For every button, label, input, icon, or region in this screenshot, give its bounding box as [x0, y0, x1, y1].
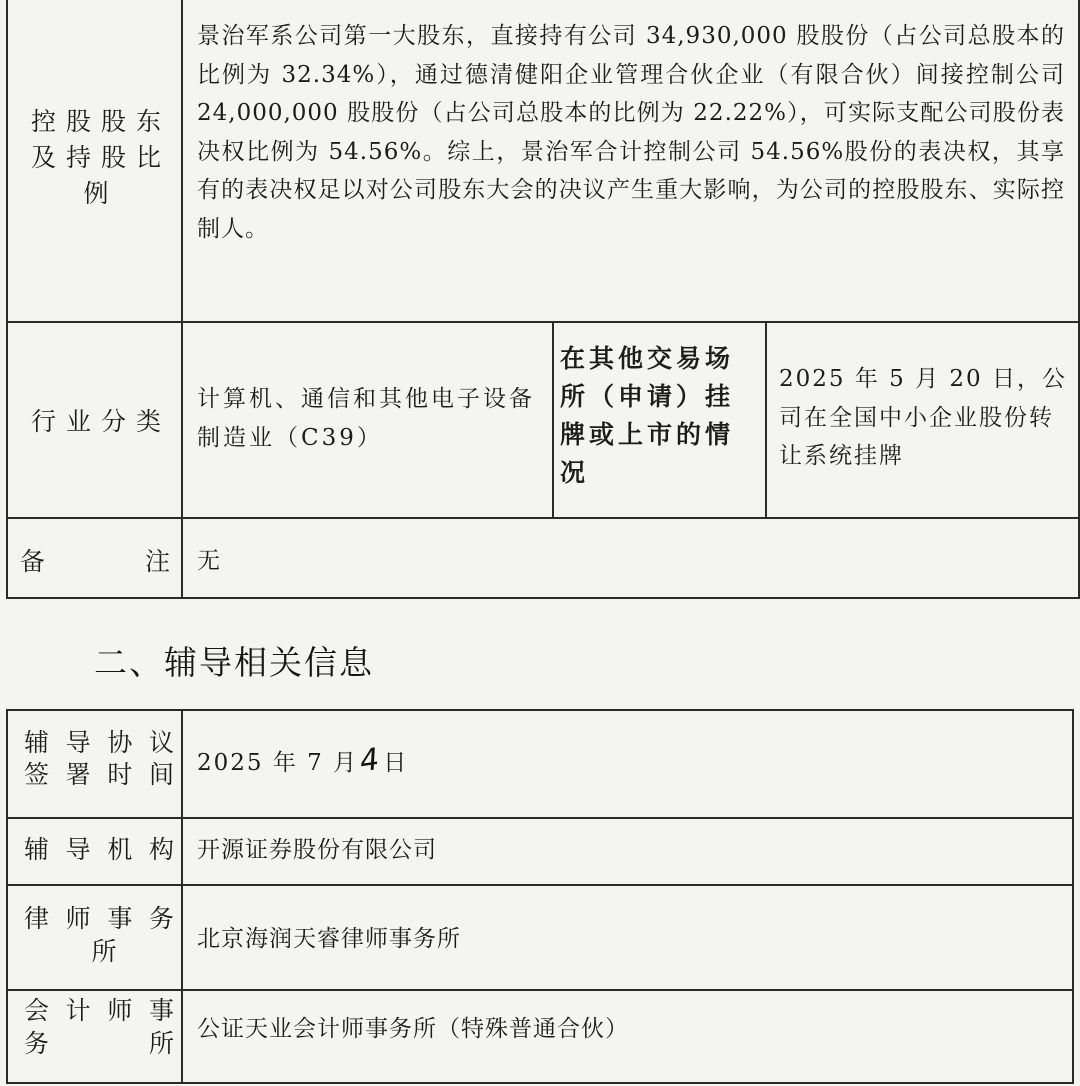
table2-row-divider [6, 884, 1074, 886]
accounting-firm-label-char2: 所 [148, 1029, 174, 1058]
law-firm-label-line2: 所 [91, 937, 117, 966]
table1-row-divider [6, 321, 1080, 323]
law-firm-value: 北京海润天睿律师事务所 [197, 926, 461, 952]
table1-col-divider [765, 321, 767, 519]
remarks-value: 无 [197, 548, 221, 574]
accounting-firm-label-line1: 会计师事 [24, 996, 174, 1025]
table2-row-divider [6, 989, 1074, 991]
table2-row-divider [6, 817, 1074, 819]
accounting-firm-label [16, 994, 178, 1060]
section-title: 二、辅导相关信息 [94, 643, 374, 682]
tutoring-institution-label: 辅导机构 [24, 835, 174, 864]
agreement-date-label-line2: 签署时间 [24, 760, 174, 789]
accounting-firm-label-line2 [24, 1027, 174, 1060]
other-listing-label: 在其他交易场所（申请）挂牌或上市的情况 [560, 344, 735, 487]
industry-value: 计算机、通信和其他电子设备制造业（C39） [197, 386, 535, 451]
table1-col-divider [552, 321, 554, 519]
industry-label: 行业分类 [30, 407, 171, 436]
agreement-date-value [197, 742, 697, 783]
table1-row-divider [6, 517, 1080, 519]
agreement-date-prefix: 2025 年 7 月 [197, 750, 359, 776]
handwritten-day: 4 [357, 741, 384, 780]
other-listing-value: 2025 年 5 月 20 日，公司在全国中小企业股份转让系统挂牌 [779, 366, 1067, 469]
accounting-firm-label-char1: 务 [24, 1029, 50, 1058]
agreement-date-suffix: 日 [383, 750, 409, 776]
table2-col-divider [181, 709, 183, 1084]
table1-col-divider [181, 0, 183, 599]
remarks-label: 备注 [20, 547, 170, 576]
agreement-date-label [16, 727, 178, 791]
controlling-shareholder-value: 景治军系公司第一大股东，直接持有公司 34,930,000 股股份（占公司总股本的比例为 32.34%），通过德清健阳企业管理合伙企业（有限合伙）间接控制公司 24,000,000 股股份（占公司总股本的比例为 22.22%），可实际支配公司股份表决权比例为 54.56%。综上，景治军合计控制公司 54.56%股份的表决权，其享有的表决权足以对公司股东大会的决议产生重大影响，为公司的控股股东、实际控制人。 [197, 23, 1065, 242]
accounting-firm-value: 公证天业会计师事务所（特殊普通合伙） [197, 1016, 629, 1042]
law-firm-label-line1: 律师事务 [24, 904, 174, 933]
controlling-shareholder-label: 控股股东及持股比例 [30, 107, 171, 208]
tutoring-institution-value: 开源证券股份有限公司 [197, 837, 437, 863]
agreement-date-label-line1: 辅导协议 [24, 728, 174, 757]
law-firm-label [16, 902, 178, 968]
